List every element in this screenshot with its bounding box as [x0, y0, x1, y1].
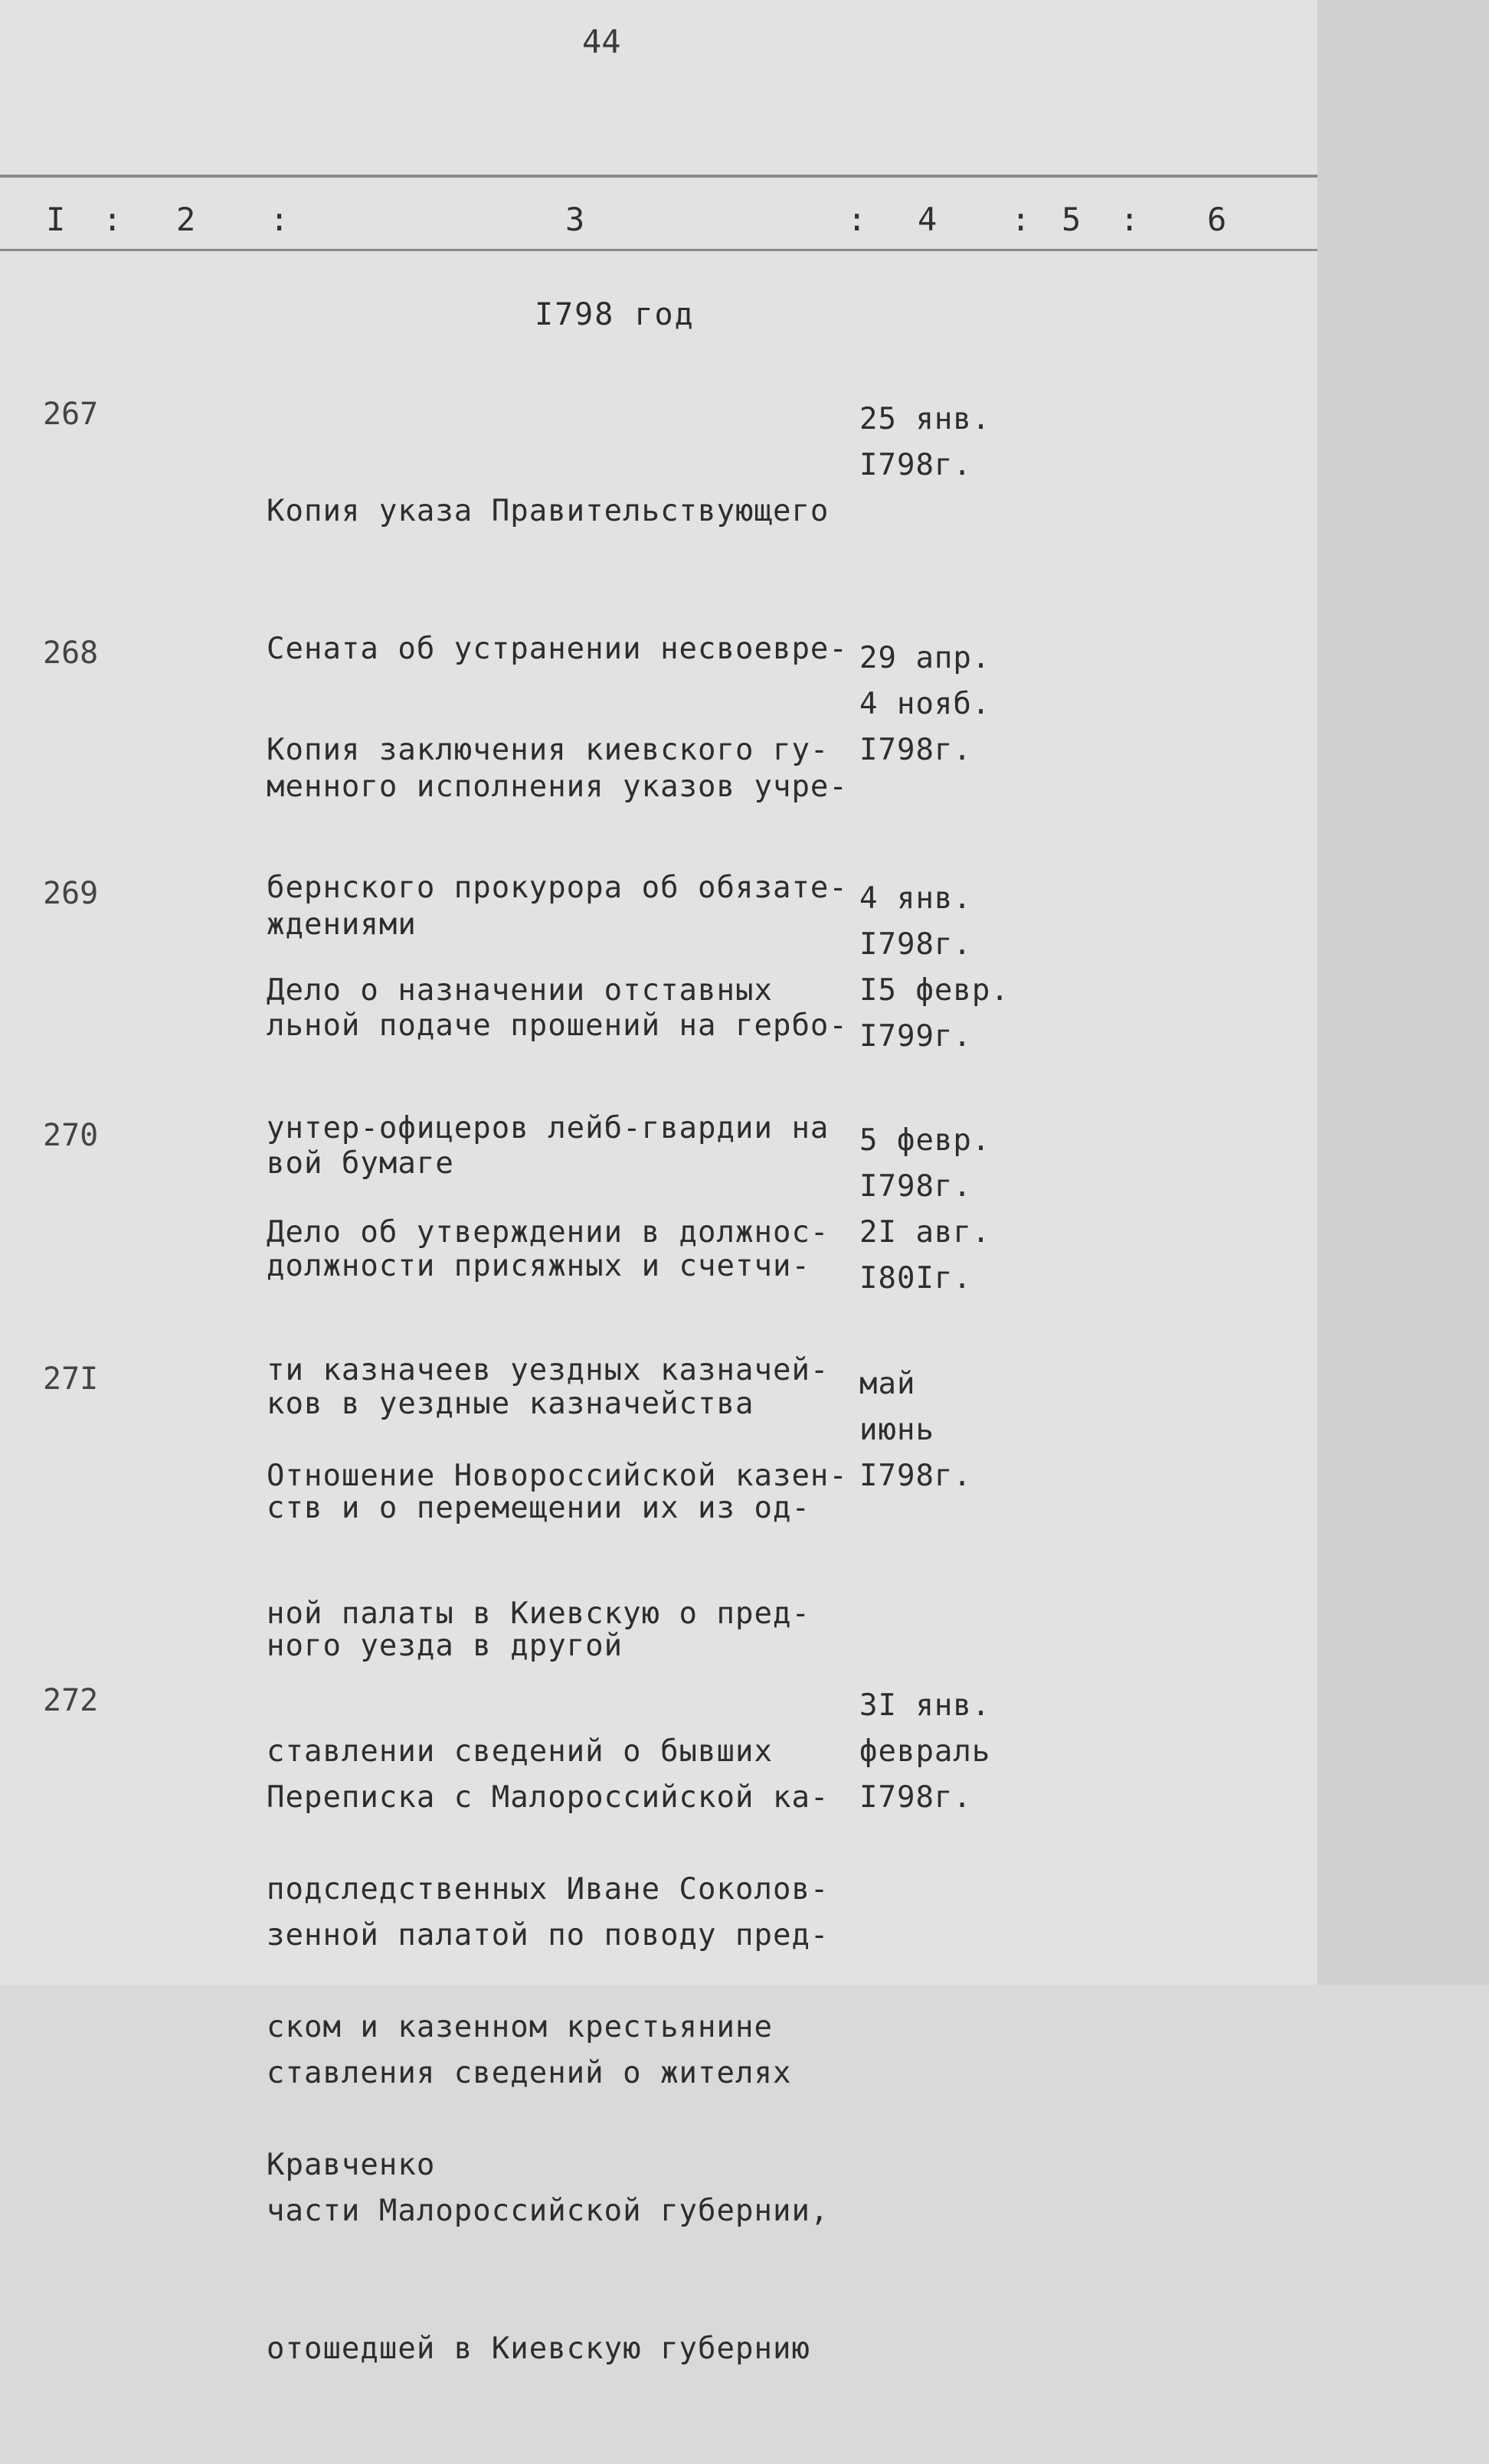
entry-number: 267 [43, 397, 99, 432]
description-line: Сената об устранении несвоевре- [267, 632, 848, 666]
description-line: вой бумаге [267, 1146, 454, 1181]
date-line: 29 апр. [859, 641, 991, 675]
description-line: Кравченко [267, 2148, 436, 2182]
description-line: подследственных Иване Соколов- [267, 1872, 830, 1907]
column-separator: : [847, 201, 867, 238]
description-line: ставления сведений о жителях [267, 2056, 792, 2090]
description-line: Копия указа Правительствующего [267, 494, 830, 528]
description-line: ждениями [267, 907, 417, 942]
column-separator: : [103, 201, 123, 238]
date-line: I80Iг. [859, 1261, 972, 1296]
date-line: май [859, 1367, 916, 1401]
description-line: ти казначеев уездных казначей- [267, 1353, 830, 1387]
description-line: ного уезда в другой [267, 1629, 623, 1663]
column-header-6: 6 [1207, 201, 1227, 238]
column-header-2: 2 [176, 201, 196, 238]
date-line: I798г. [859, 1780, 972, 1815]
entry-dates [859, 397, 1059, 489]
date-line: февраль [859, 1734, 991, 1769]
description-line: Копия заключения киевского гу- [267, 733, 830, 767]
description-line: Дело о назначении отставных [267, 973, 773, 1008]
entry-number: 269 [43, 876, 99, 911]
date-line: 3I янв. [859, 1688, 991, 1723]
column-separator: : [1011, 201, 1031, 238]
description-line: Дело об утверждении в должнос- [267, 1215, 830, 1250]
entry-dates [859, 1683, 1059, 1821]
page-number: 44 [582, 23, 621, 60]
date-line: I798г. [859, 1169, 972, 1204]
description-line: унтер-офицеров лейб-гвардии на [267, 1111, 830, 1145]
column-header-5: 5 [1062, 201, 1082, 238]
description-line: отошедшей в Киевскую губернию [267, 2332, 810, 2366]
date-line: 2I авг. [859, 1215, 991, 1250]
entry-description [267, 1683, 849, 2464]
description-line: должности присяжных и счетчи- [267, 1249, 810, 1283]
date-line: I798г. [859, 1459, 972, 1493]
date-line: I798г. [859, 448, 972, 482]
entry-dates [859, 636, 1059, 773]
description-line: менного исполнения указов учре- [267, 770, 848, 804]
description-line: ставлении сведений о бывших [267, 1734, 773, 1769]
column-header-4: 4 [918, 201, 938, 238]
description-line: ной палаты в Киевскую о пред- [267, 1596, 810, 1631]
description-line: зенной палатой по поводу пред- [267, 1918, 830, 1953]
description-line: ств и о перемещении их из од- [267, 1491, 810, 1525]
column-separator: : [1120, 201, 1140, 238]
table-header-top-rule [0, 175, 1317, 178]
column-header-3: 3 [565, 201, 585, 238]
date-line: I5 февр. [859, 973, 1010, 1008]
description-line: Отношение Новороссийской казен- [267, 1459, 848, 1493]
description-line: части Малороссийской губернии, [267, 2194, 830, 2228]
description-line: льной подаче прошений на гербо- [267, 1008, 848, 1043]
date-line: I798г. [859, 927, 972, 962]
table-header-bottom-rule [0, 249, 1317, 251]
entry-number: 268 [43, 636, 99, 671]
entry-number: 270 [43, 1118, 99, 1153]
description-line: бернского прокурора об обязате- [267, 871, 848, 905]
date-line: I798г. [859, 733, 972, 767]
description-line: Переписка с Малороссийской ка- [267, 1780, 830, 1815]
page-edge-background [1317, 0, 1489, 1985]
date-line: I799г. [859, 1019, 972, 1054]
column-separator: : [270, 201, 290, 238]
date-line: июнь [859, 1413, 934, 1447]
entry-dates [859, 1118, 1059, 1302]
entry-number: 272 [43, 1683, 99, 1718]
entry-dates [859, 1361, 1059, 1499]
date-line: 25 янв. [859, 402, 991, 436]
description-line: ском и казенном крестьянине [267, 2010, 773, 2044]
column-header-1: I [46, 201, 66, 238]
date-line: 4 нояб. [859, 687, 991, 721]
entry-dates [859, 876, 1059, 1060]
description-line: ков в уездные казначейства [267, 1387, 754, 1421]
date-line: 4 янв. [859, 881, 972, 916]
entry-number: 27I [43, 1361, 99, 1397]
year-heading: I798 год [535, 297, 695, 332]
date-line: 5 февр. [859, 1123, 991, 1158]
